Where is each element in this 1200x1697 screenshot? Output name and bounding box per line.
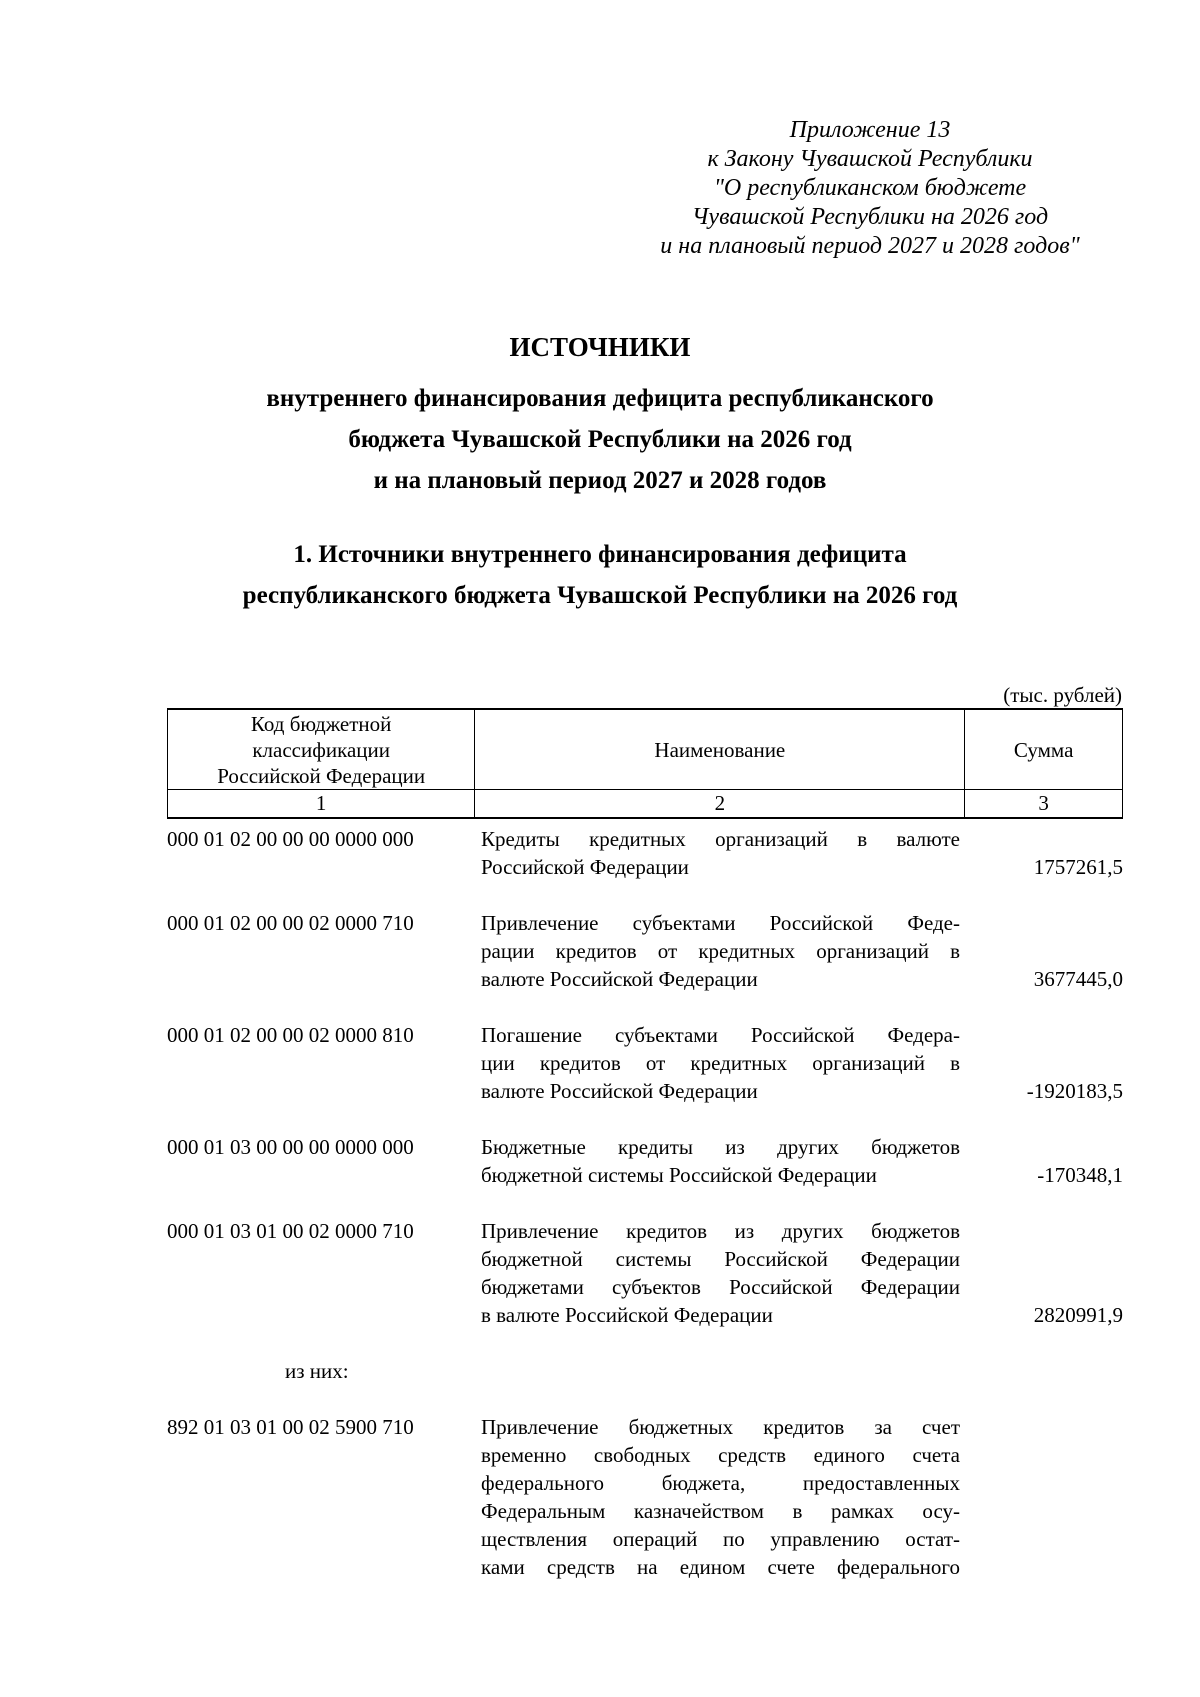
appendix-note <box>640 116 1100 261</box>
header-sum: Сумма <box>1013 737 1074 762</box>
header-code <box>168 710 475 789</box>
row-name-line: Российской Федерации <box>481 855 689 879</box>
sub-label: из них: <box>285 1359 349 1383</box>
appendix-line: Чувашской Республики на 2026 год <box>691 204 1049 230</box>
row-amount-value: 1757261,5 <box>1033 855 1123 879</box>
header-code-line: Российской Федерации <box>217 763 426 788</box>
row-name-line: федерального бюджета, предоставленных <box>481 1471 960 1495</box>
row-code: 000 01 02 00 00 00 0000 000 <box>167 827 414 851</box>
row-name-line: Привлечение кредитов из других бюджетов <box>481 1219 960 1243</box>
row-name-line: Привлечение бюджетных кредитов за счет <box>481 1415 960 1439</box>
section-title-line: республиканского бюджета Чувашской Республики на 2026 год <box>242 582 958 609</box>
column-numbers <box>167 790 1123 819</box>
row-name <box>475 909 966 993</box>
header-code-line: Код бюджетной <box>250 711 392 736</box>
row-amount <box>966 1133 1123 1189</box>
row-name <box>475 1413 966 1581</box>
table-row <box>167 1413 1123 1581</box>
column-number: 3 <box>1038 791 1049 815</box>
title-main: ИСТОЧНИКИ <box>509 332 691 362</box>
title-subline: внутреннего финансирования дефицита республиканского <box>266 385 934 412</box>
units-label: (тыс. рублей) <box>1003 683 1122 707</box>
row-name-line: бюджетной системы Российской Федерации <box>481 1247 960 1271</box>
row-amount-value: -170348,1 <box>1037 1163 1123 1187</box>
appendix-line: к Закону Чувашской Республики <box>707 146 1033 172</box>
row-name-line: ции кредитов от кредитных организаций в <box>481 1051 960 1075</box>
header-name: Наименование <box>475 710 965 789</box>
table-row <box>167 1133 1123 1189</box>
table-row <box>167 1217 1123 1329</box>
title-subline: и на плановый период 2027 и 2028 годов <box>373 467 827 494</box>
table-header <box>167 708 1123 790</box>
row-amount <box>966 1217 1123 1329</box>
row-name-line: Федеральным казначейством в рамках осу- <box>481 1499 960 1523</box>
row-amount <box>966 909 1123 993</box>
table-row <box>167 1021 1123 1105</box>
row-name <box>475 1217 966 1329</box>
table-row <box>167 909 1123 993</box>
title-subline: бюджета Чувашской Республики на 2026 год <box>348 426 852 453</box>
table-body <box>167 825 1123 1581</box>
row-amount-value: 2820991,9 <box>1033 1303 1123 1327</box>
row-name-line: ществления операций по управлению остат- <box>481 1527 960 1551</box>
table-row <box>167 825 1123 881</box>
column-number: 2 <box>475 790 965 817</box>
row-name-line: рации кредитов от кредитных организаций в <box>481 939 960 963</box>
row-code: 000 01 02 00 00 02 0000 710 <box>167 911 414 935</box>
column-number: 1 <box>168 790 475 817</box>
row-name-line: ками средств на едином счете федерального <box>481 1555 960 1579</box>
row-name-line: бюджетной системы Российской Федерации <box>481 1163 877 1187</box>
row-name <box>475 1133 966 1189</box>
appendix-line: и на плановый период 2027 и 2028 годов" <box>660 233 1080 259</box>
row-name-line: Погашение субъектами Российской Федера- <box>481 1023 960 1047</box>
row-amount <box>966 1021 1123 1105</box>
section-title-line: 1. Источники внутреннего финансирования дефицита <box>293 541 907 568</box>
document-title <box>0 330 1200 501</box>
row-name <box>475 825 966 881</box>
row-name-line: бюджетами субъектов Российской Федерации <box>481 1275 960 1299</box>
row-name-line: Кредиты кредитных организаций в валюте <box>481 827 960 851</box>
sources-table <box>167 708 1123 1609</box>
appendix-line: Приложение 13 <box>789 117 951 143</box>
section-title <box>0 534 1200 616</box>
row-code: 000 01 02 00 00 02 0000 810 <box>167 1023 414 1047</box>
row-amount-value: 3677445,0 <box>1033 967 1123 991</box>
appendix-line: "О республиканском бюджете <box>713 175 1027 201</box>
row-code: 000 01 03 01 00 02 0000 710 <box>167 1219 414 1243</box>
row-amount-value: -1920183,5 <box>1026 1079 1123 1103</box>
row-name-line: в валюте Российской Федерации <box>481 1303 773 1327</box>
row-name-line: валюте Российской Федерации <box>481 967 758 991</box>
row-name-line: временно свободных средств единого счета <box>481 1443 960 1467</box>
row-code: 000 01 03 00 00 00 0000 000 <box>167 1135 414 1159</box>
row-code: 892 01 03 01 00 02 5900 710 <box>167 1415 414 1439</box>
row-name-line: Привлечение субъектами Российской Феде- <box>481 911 960 935</box>
header-code-line: классификации <box>252 737 390 762</box>
row-amount <box>966 1413 1123 1581</box>
row-name <box>475 1021 966 1105</box>
row-name-line: валюте Российской Федерации <box>481 1079 758 1103</box>
row-amount <box>966 825 1123 881</box>
row-name-line: Бюджетные кредиты из других бюджетов <box>481 1135 960 1159</box>
